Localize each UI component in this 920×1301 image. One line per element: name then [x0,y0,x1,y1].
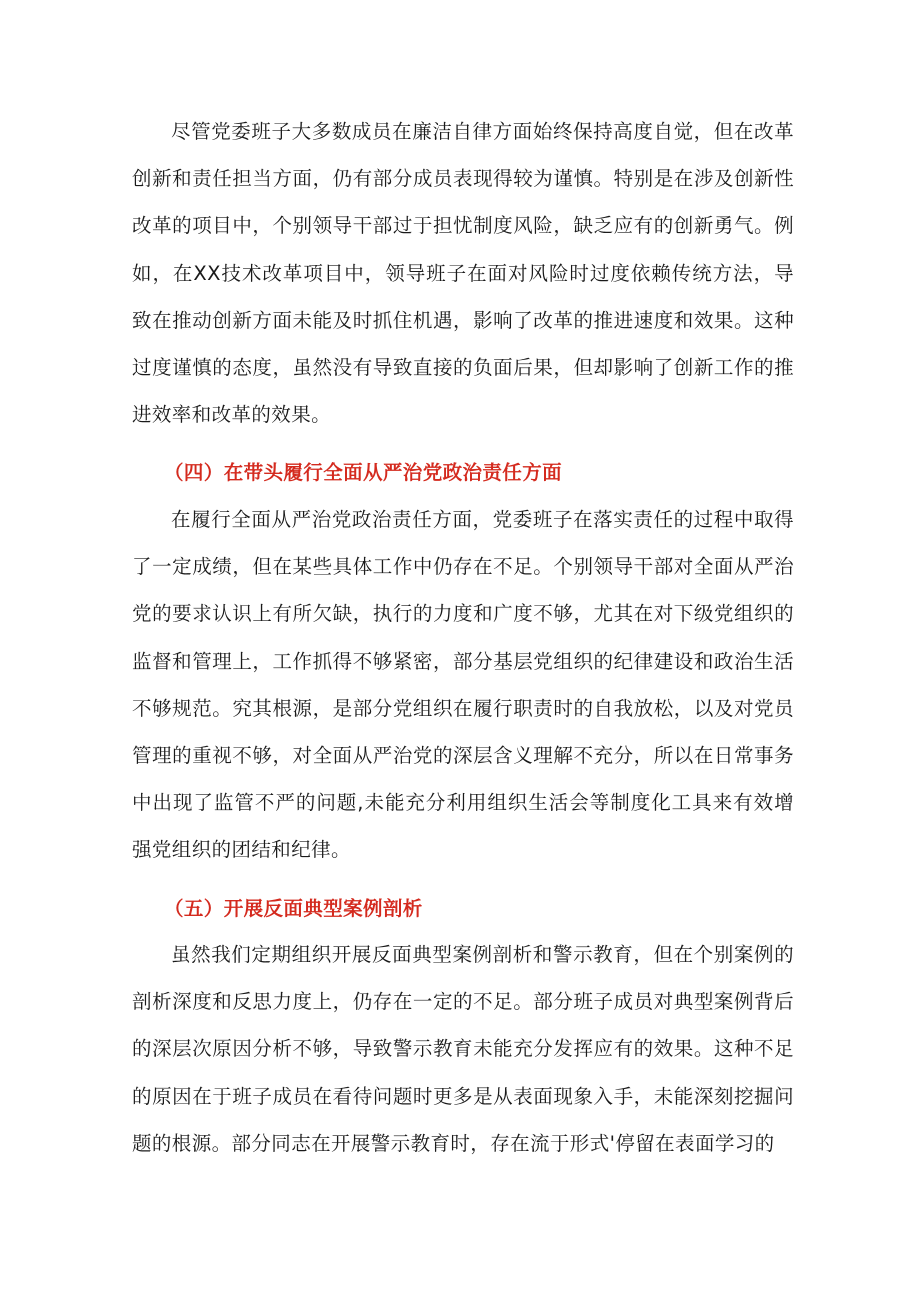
body-paragraph: 尽管党委班子大多数成员在廉洁自律方面始终保持高度自觉，但在改革创新和责任担当方面，仍有部分成员表现得较为谨慎。特别是在涉及创新性改革的项目中，个别领导干部过于担忧制度风险，缺乏应有的创新勇气。例如，在XX技术改革项目中，领导班子在面对风险时过度依赖传统方法，导致在推动创新方面未能及时抓住机遇，影响了改革的推进速度和效果。这种过度谨慎的态度，虽然没有导致直接的负面后果，但却影响了创新工作的推进效率和改革的效果。 [132,120,794,427]
section-heading-5: （五）开展反面典型案例剖析 [164,897,423,920]
body-paragraph: 在履行全面从严治党政治责任方面，党委班子在落实责任的过程中取得了一定成绩，但在某些具体工作中仍存在不足。个别领导干部对全面从严治党的要求认识上有所欠缺，执行的力度和广度不够，尤其在对下级党组织的监督和管理上，工作抓得不够紧密，部分基层党组织的纪律建设和政治生活不够规范。究其根源，是部分党组织在履行职责时的自我放松，以及对党员管理的重视不够，对全面从严治党的深层含义理解不充分，所以在日常事务中出现了监管不严的问题,未能充分利用组织生活会等制度化工具来有效增强党组织的团结和纪律。 [132,508,794,862]
body-paragraph: 虽然我们定期组织开展反面典型案例剖析和警示教育，但在个别案例的剖析深度和反思力度上，仍存在一定的不足。部分班子成员对典型案例背后的深层次原因分析不够，导致警示教育未能充分发挥应有的效果。这种不足的原因在于班子成员在看待问题时更多是从表面现象入手，未能深刻挖掘问题的根源。部分同志在开展警示教育时，存在流于形式'停留在表面学习的 [132,943,794,1155]
section-heading-4: （四）在带头履行全面从严治党政治责任方面 [164,461,563,484]
